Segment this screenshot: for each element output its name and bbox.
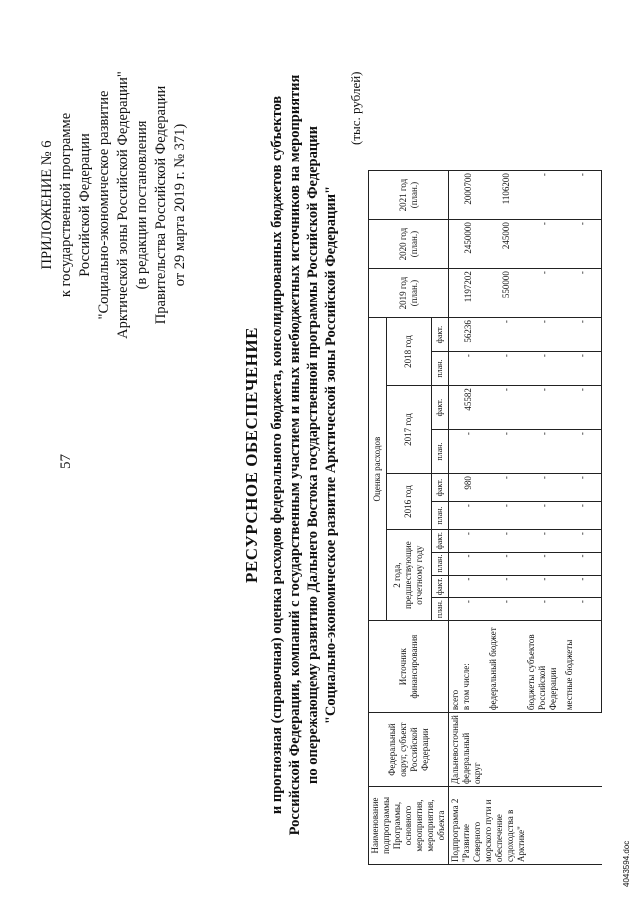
value-cell: 56236: [449, 318, 488, 352]
value-cell: -: [525, 318, 563, 352]
value-cell: -: [563, 474, 602, 502]
value-cell: 550000: [487, 269, 525, 318]
value-cell: -: [563, 430, 602, 474]
value-cell: -: [563, 530, 602, 552]
value-cell: -: [525, 530, 563, 552]
value-cell: -: [563, 552, 602, 575]
value-cell: -: [525, 386, 563, 430]
value-cell: -: [525, 598, 563, 621]
subtitle-line: "Социально-экономическое развитие Арктической зоны Российской Федерации": [323, 185, 339, 725]
subtitle-line: по опережающему развитию Дальнего Востока государственной программы Российской Федерации: [305, 126, 321, 784]
value-cell: -: [487, 318, 525, 352]
appendix-header: [38, 25, 190, 385]
header-plan: план.: [431, 430, 449, 474]
appendix-line: к государственной программе: [58, 112, 74, 298]
header-2019: 2019 год (план.): [369, 269, 449, 318]
value-cell: -: [563, 220, 602, 269]
value-cell: -: [525, 220, 563, 269]
source-cell: местные бюджеты: [563, 621, 602, 713]
header-2017: 2017 год: [386, 386, 431, 474]
header-name: Наименование подпрограммы Программы, основного мероприятия, мероприятия, объекта: [369, 787, 449, 865]
value-cell: -: [487, 598, 525, 621]
value-cell: -: [525, 474, 563, 502]
district-cell: Дальневосточный федеральный округ: [449, 713, 602, 787]
header-district: Федеральный округ, субъект Российской Федерации: [369, 713, 449, 787]
appendix-line: ПРИЛОЖЕНИЕ № 6: [39, 140, 55, 270]
value-cell: -: [487, 502, 525, 530]
page-number: 57: [58, 454, 74, 469]
value-cell: -: [449, 552, 488, 575]
value-cell: -: [525, 575, 563, 597]
header-fact: факт.: [431, 530, 449, 552]
value-cell: -: [449, 430, 488, 474]
value-cell: -: [449, 598, 488, 621]
subtitle-line: и прогнозная (справочная) оценка расходов федерального бюджета, консолидированных бюджетов субъектов: [269, 95, 285, 815]
appendix-line: Арктической зоны Российской Федерации": [115, 71, 131, 339]
value-cell: 45582: [449, 386, 488, 430]
header-plan: план.: [431, 552, 449, 575]
header-2020: 2020 год (план.): [369, 220, 449, 269]
value-cell: -: [487, 530, 525, 552]
header-period-before: 2 года, предшествующие отчетному году: [386, 530, 431, 621]
value-cell: -: [449, 575, 488, 597]
value-cell: -: [563, 269, 602, 318]
value-cell: -: [563, 598, 602, 621]
value-cell: -: [563, 502, 602, 530]
file-id: 4043594.doc: [622, 840, 631, 887]
value-cell: -: [487, 474, 525, 502]
table-row: [449, 171, 488, 865]
value-cell: -: [563, 575, 602, 597]
header-estimate: Оценка расходов: [369, 318, 387, 621]
value-cell: 245000: [487, 220, 525, 269]
value-cell: -: [525, 269, 563, 318]
appendix-line: "Социально-экономическое развитие: [96, 90, 112, 320]
appendix-line: от 29 марта 2019 г. № 371): [172, 123, 188, 287]
header-2021: 2021 год (план.): [369, 171, 449, 220]
value-cell: -: [563, 318, 602, 352]
value-cell: -: [525, 171, 563, 220]
value-cell: -: [487, 430, 525, 474]
header-plan: план.: [431, 502, 449, 530]
value-cell: -: [449, 530, 488, 552]
value-cell: -: [487, 552, 525, 575]
document-subtitle: [268, 45, 340, 865]
appendix-line: Правительства Российской Федерации: [153, 85, 169, 325]
value-cell: -: [563, 171, 602, 220]
value-cell: -: [449, 502, 488, 530]
value-cell: -: [563, 386, 602, 430]
value-cell: -: [525, 430, 563, 474]
header-plan: план.: [431, 598, 449, 621]
header-2016: 2016 год: [386, 474, 431, 530]
source-cell: федеральный бюджет: [487, 621, 525, 713]
value-cell: 2450000: [449, 220, 488, 269]
value-cell: -: [525, 352, 563, 386]
header-fact: факт.: [431, 575, 449, 597]
value-cell: -: [563, 352, 602, 386]
appendix-line: Российской Федерации: [77, 133, 93, 277]
subtitle-line: Российской Федерации, компаний с государственным участием и иных внебюджетных источников на мероприятия: [287, 74, 303, 836]
value-cell: 1106200: [487, 171, 525, 220]
value-cell: -: [487, 575, 525, 597]
value-cell: -: [487, 352, 525, 386]
value-cell: -: [525, 502, 563, 530]
value-cell: -: [525, 552, 563, 575]
resource-table: [368, 170, 602, 865]
value-cell: 980: [449, 474, 488, 502]
value-cell: 2000700: [449, 171, 488, 220]
header-fact: факт.: [431, 386, 449, 430]
value-cell: -: [449, 352, 488, 386]
value-cell: 1197202: [449, 269, 488, 318]
appendix-line: (в редакции постановления: [134, 120, 150, 290]
header-2018: 2018 год: [386, 318, 431, 386]
header-source: Источник финансирования: [369, 621, 449, 713]
header-plan: план.: [431, 352, 449, 386]
value-cell: -: [487, 386, 525, 430]
document-title: РЕСУРСНОЕ ОБЕСПЕЧЕНИЕ: [242, 327, 261, 583]
header-fact: факт.: [431, 474, 449, 502]
source-cell: бюджеты субъектов Российской Федерации: [525, 621, 563, 713]
header-fact: факт.: [431, 318, 449, 352]
unit-note: (тыс. рублей): [348, 71, 363, 145]
table-body: [449, 171, 602, 865]
program-name-cell: Подпрограмма 2 "Развитие Северного морского пути и обеспечение судоходства в Арктике": [449, 787, 602, 865]
source-cell: всего в том числе:: [449, 621, 488, 713]
